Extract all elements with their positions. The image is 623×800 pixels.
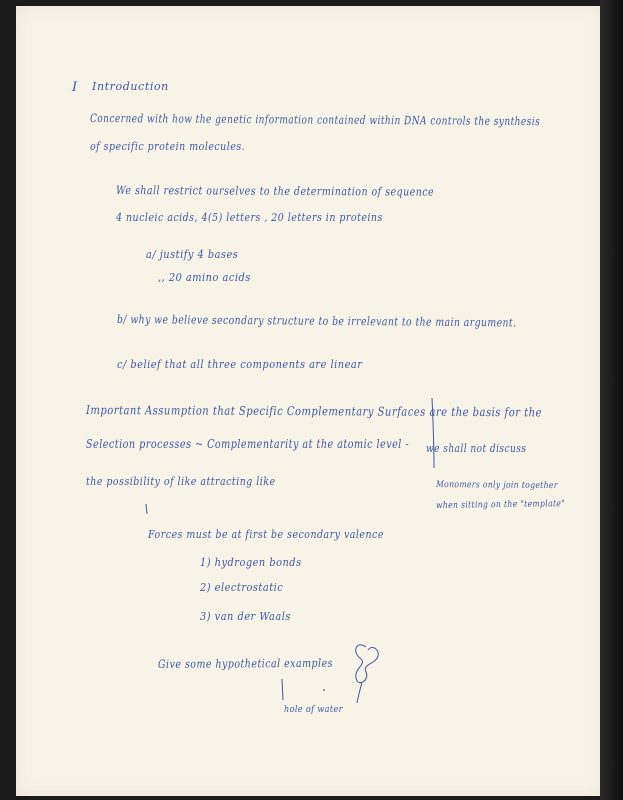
line-11: we shall not discuss (426, 441, 527, 455)
line-3: We shall restrict ourselves to the determination of sequence (115, 183, 435, 199)
heading-numeral: I (72, 80, 78, 95)
line-16: 3) van der Waals (200, 609, 291, 623)
line-5: a/ justify 4 bases (146, 247, 239, 261)
line-2: of specific protein molecules. (90, 139, 246, 153)
line-9: Important Assumption that Specific Complementary Surfaces are the basis for the (85, 403, 543, 420)
line-8: c/ belief that all three components are linear (117, 357, 363, 371)
line-17: Give some hypothetical examples (157, 655, 334, 671)
line-18: hole of water (284, 705, 343, 715)
heading-title: Introduction (92, 80, 169, 93)
line-4: 4 nucleic acids, 4(5) letters , 20 letters in proteins (116, 210, 383, 224)
line-13: Forces must be at first be secondary valence (148, 527, 384, 541)
margin-note-2: when sitting on the "template" (435, 499, 566, 511)
line-12: the possibility of like attracting like (86, 474, 276, 488)
line-6: ,, 20 amino acids (158, 270, 251, 284)
line-1: Concerned with how the genetic information contained within DNA controls the synthesis (89, 111, 541, 129)
line-15: 2) electrostatic (200, 580, 284, 594)
line-14: 1) hydrogen bonds (200, 555, 302, 569)
margin-note-1: Monomers only join together (435, 480, 558, 492)
folder-edge (600, 0, 623, 800)
line-10: Selection processes ~ Complementarity at the atomic level - (86, 437, 410, 451)
line-7: b/ why we believe secondary structure to be irrelevant to the main argument. (116, 312, 517, 330)
